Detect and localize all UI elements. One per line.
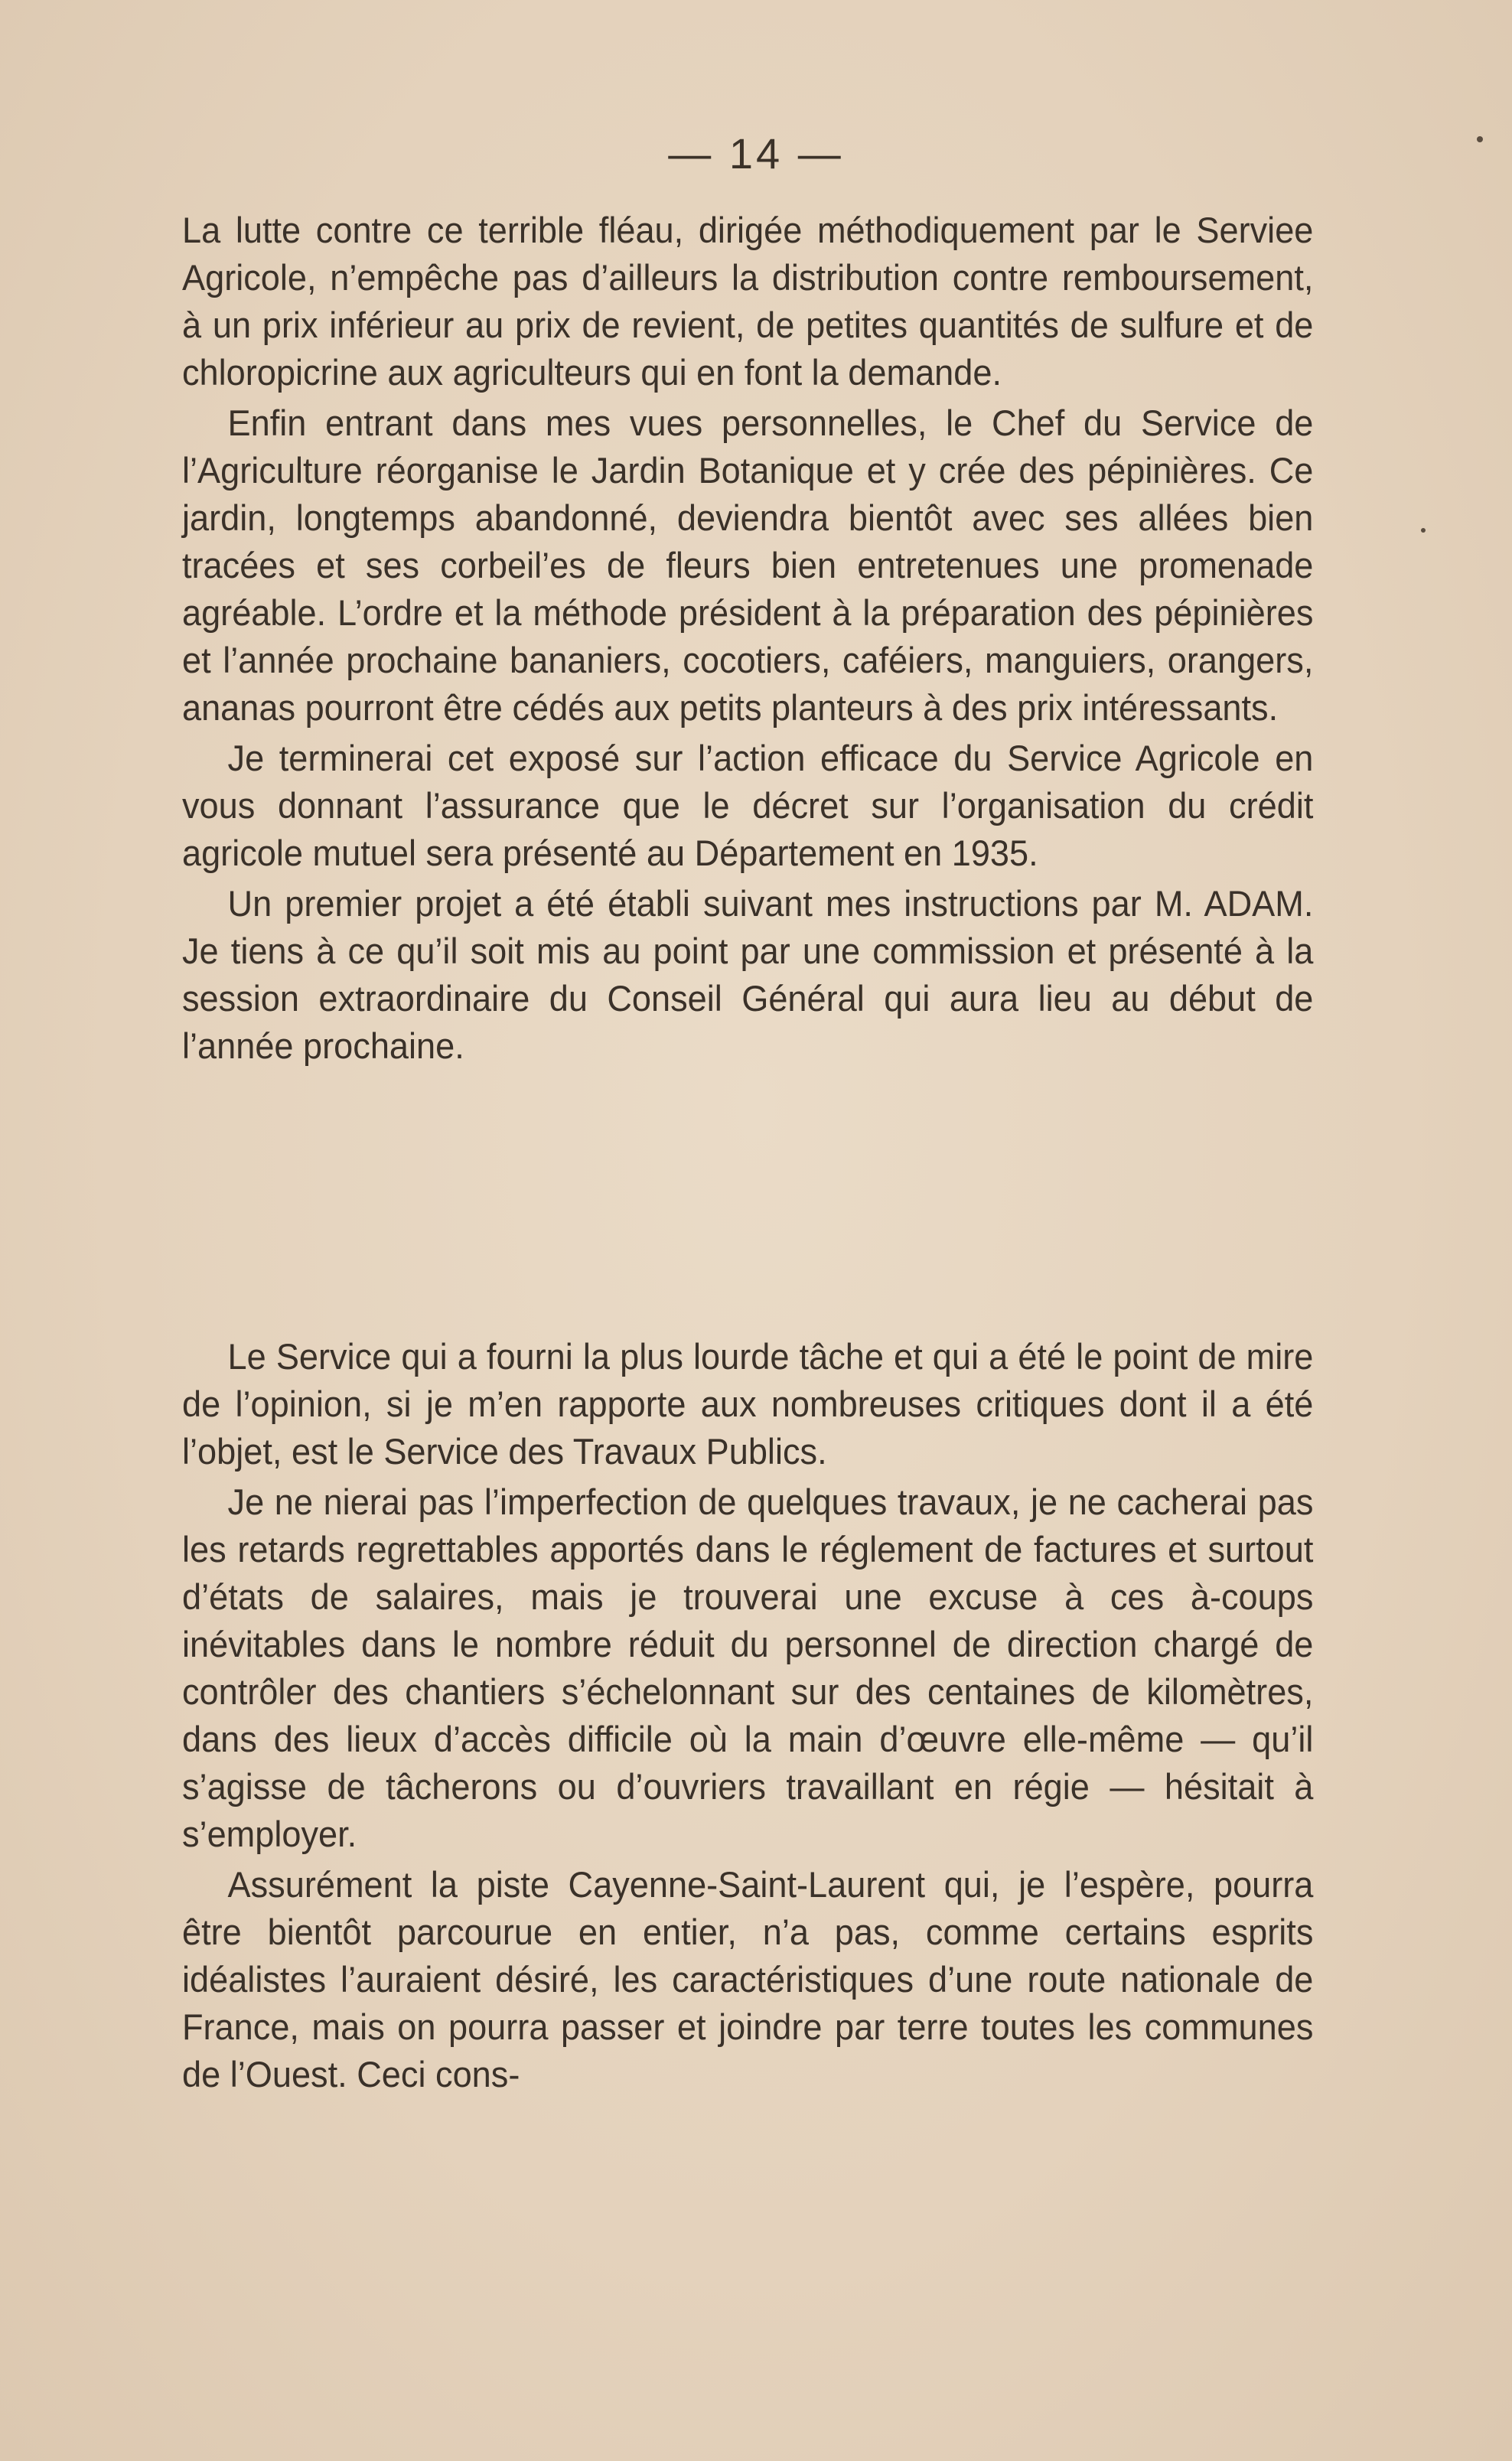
section-agriculture <box>182 207 1313 1073</box>
paper-speck <box>1421 528 1426 533</box>
paragraph: Enfin entrant dans mes vues personnelles, le Chef du Service de l’Agriculture réorganise le Jardin Botanique et y crée des pépinières. Ce jardin, longtemps abandonné, deviendra bientôt avec ses allées bien tracées et ses corbeil’es de fleurs bien entretenues une promenade agréable. L’ordre et la méthode président à la préparation des pépinières et l’année prochaine bananiers, cocotiers, caféiers, manguiers, orangers, ananas pourront être cédés aux petits planteurs à des prix intéressants. <box>182 403 1314 728</box>
paragraph: Je terminerai cet exposé sur l’action efficace du Service Agricole en vous donnant l’assurance que le décret sur l’organisation du crédit agricole mutuel sera présenté au Département en 1935. <box>182 738 1314 873</box>
paragraph: Un premier projet a été établi suivant mes instructions par M. ADAM. Je tiens à ce qu’il soit mis au point par une commission et présenté à la session extraordinaire du Conseil Général qui aura lieu au début de l’année prochaine. <box>182 883 1314 1066</box>
paragraph: Je ne nierai pas l’imperfection de quelques travaux, je ne cacherai pas les retards regrettables apportés dans le réglement de factures et surtout d’états de salaires, mais je trouverai une excuse à ces à-coups inévitables dans le nombre réduit du personnel de direction chargé de contrôler des chantiers s’échelonnant sur des centaines de kilomètres, dans des lieux d’accès difficile où la main d’œuvre elle-même — qu’il s’agisse de tâcherons ou d’ouvriers travaillant en régie — hésitait à s’employer. <box>182 1481 1314 1854</box>
paragraph: Le Service qui a fourni la plus lourde tâche et qui a été le point de mire de l’opinion, si je m’en rapporte aux nombreuses critiques dont il a été l’objet, est le Service des Travaux Publics. <box>182 1336 1314 1472</box>
paragraph: Assurément la piste Cayenne-Saint-Laurent qui, je l’espère, pourra être bientôt parcourue en entier, n’a pas, comme certains esprits idéalistes l’auraient désiré, les caractéristiques d’une route nationale de France, mais on pourra passer et joindre par terre toutes les communes de l’Ouest. Ceci cons- <box>182 1864 1314 2094</box>
paragraph: La lutte contre ce terrible fléau, dirigée méthodiquement par le Serviee Agricole, n’empêche pas d’ailleurs la distribution contre remboursement, à un prix inférieur au prix de revient, de petites quantités de sulfure et de chloropicrine aux agriculteurs qui en font la demande. <box>182 210 1314 393</box>
section-travaux-publics <box>182 1333 1313 2101</box>
page-number: — 14 — <box>668 129 844 178</box>
